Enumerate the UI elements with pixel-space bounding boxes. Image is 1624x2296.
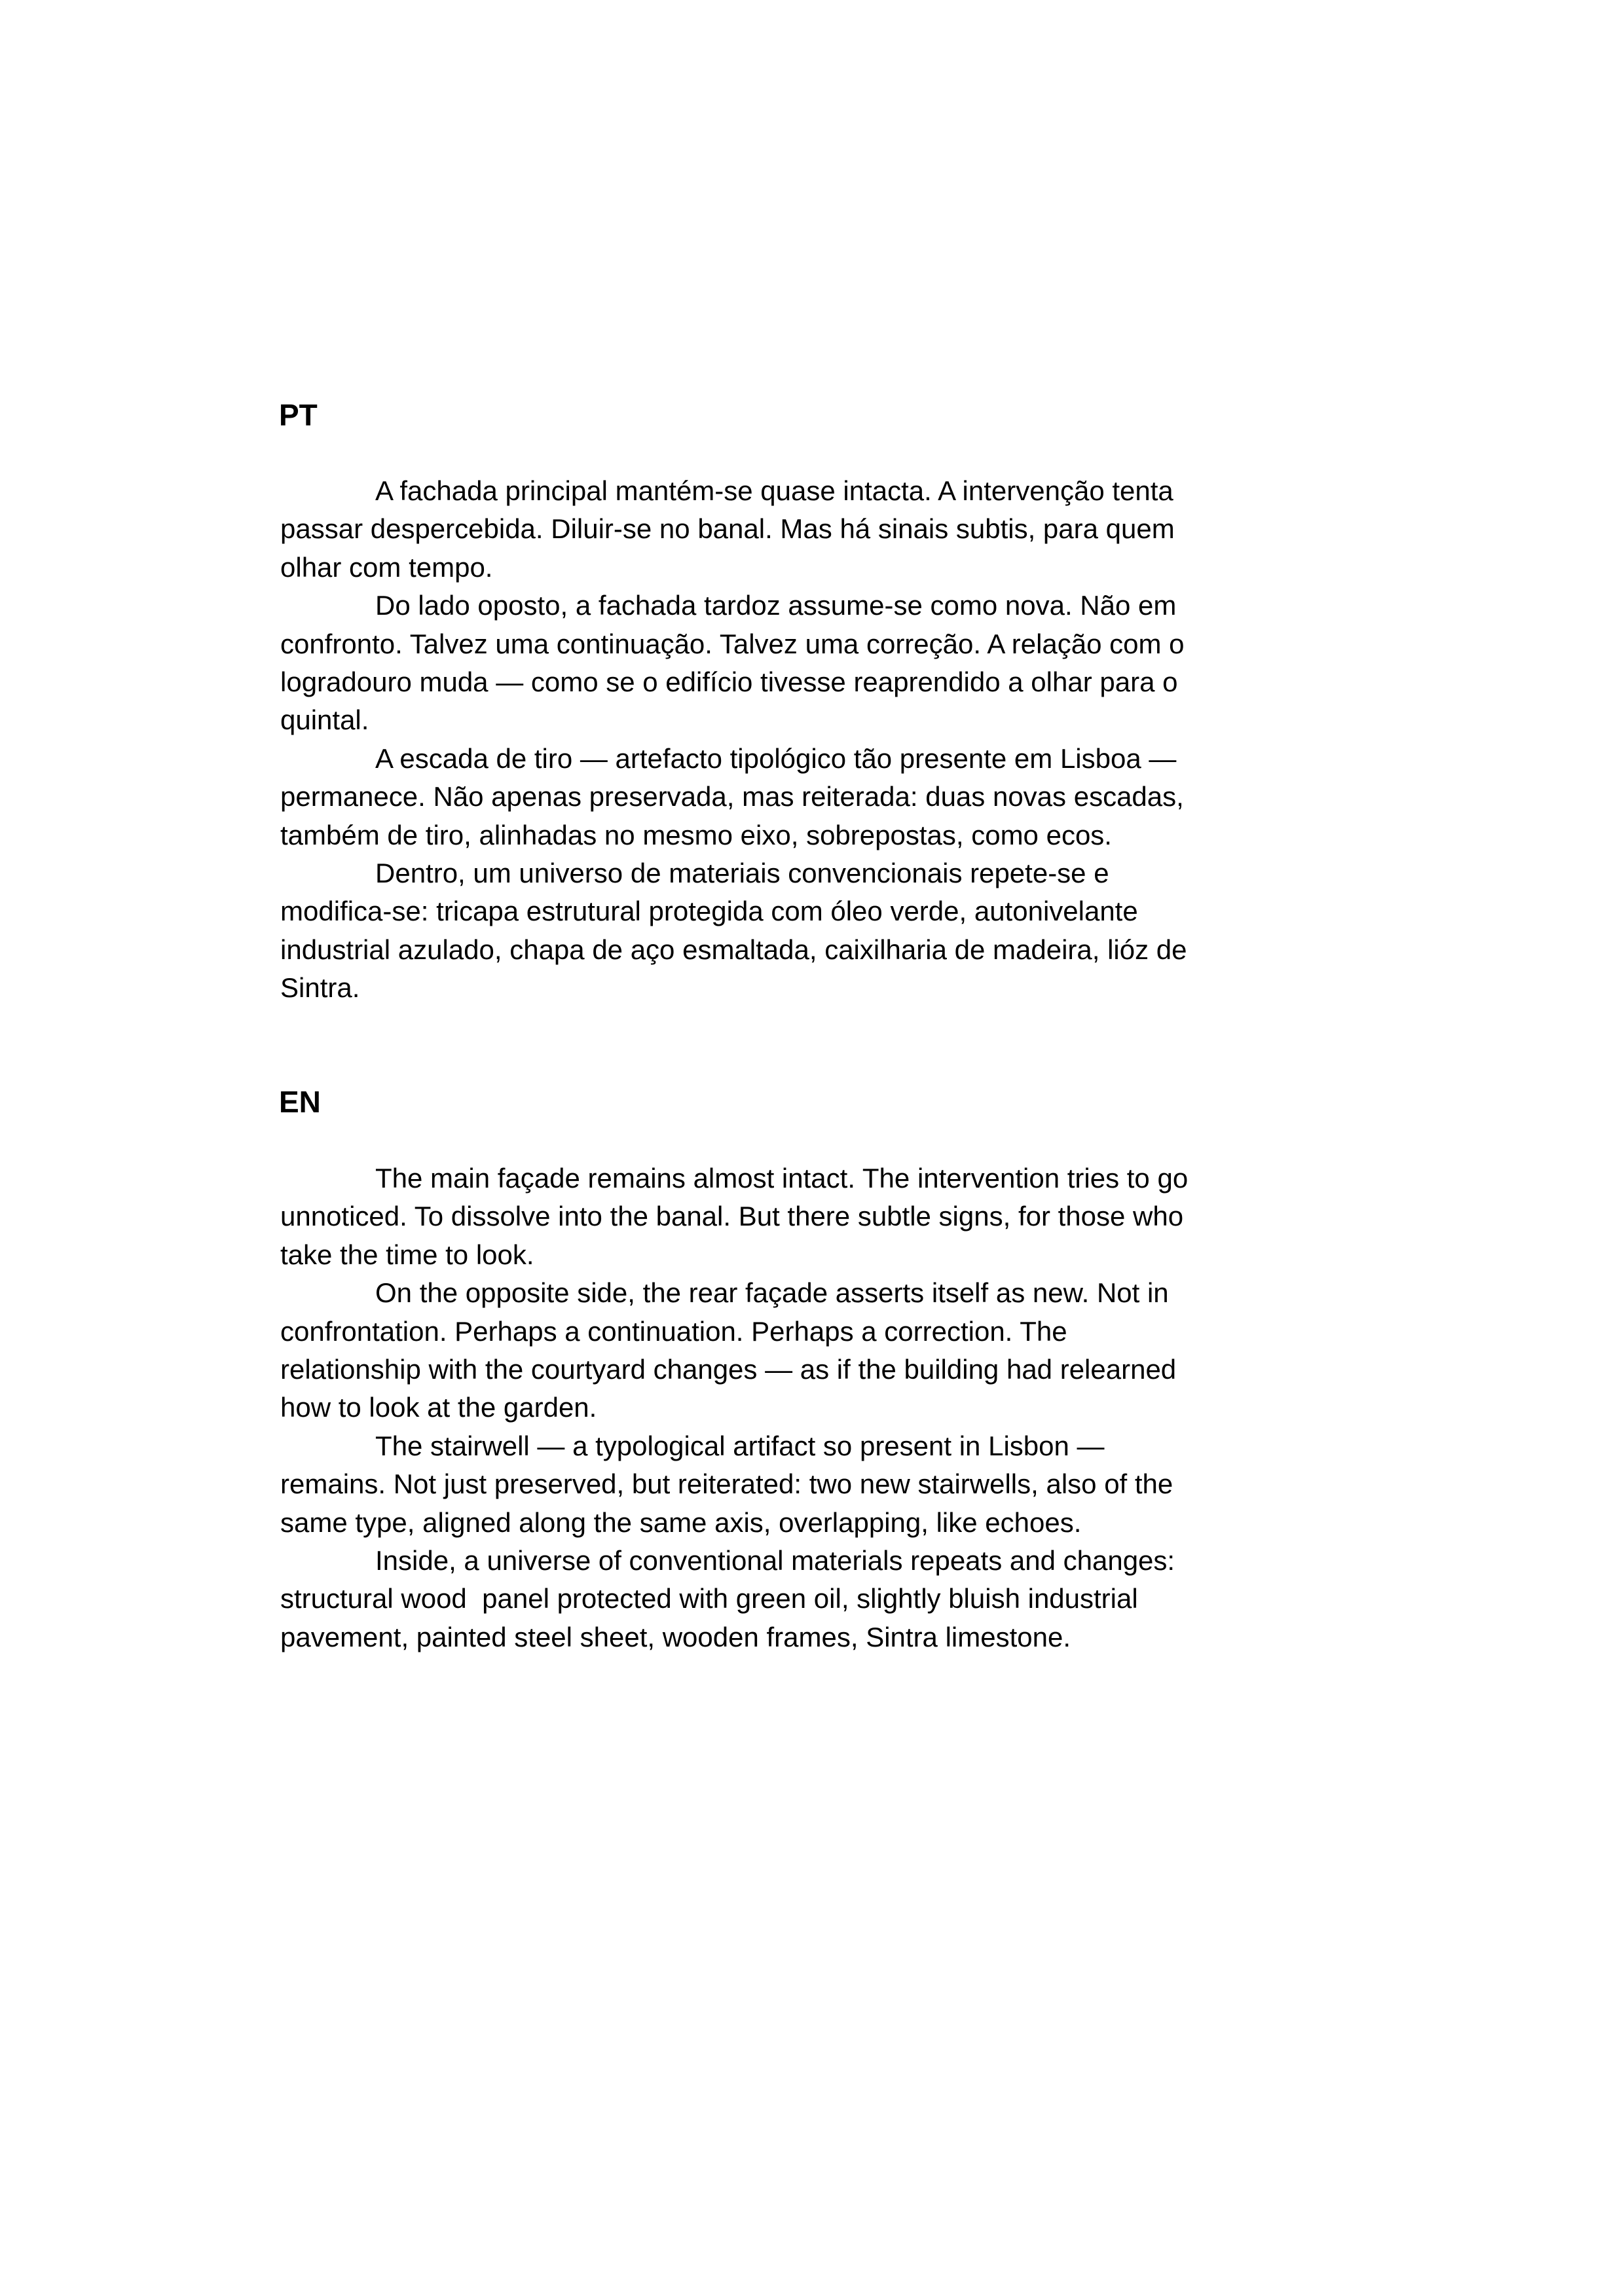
paragraph-line: confrontation. Perhaps a continuation. Perhaps a correction. The [280,1316,1067,1347]
paragraph-line: A fachada principal mantém-se quase intacta. A intervenção tenta [375,475,1173,506]
paragraph-line: structural wood panel protected with green oil, slightly bluish industrial [280,1583,1138,1614]
paragraph-line: olhar com tempo. [280,552,493,583]
paragraph-line: passar despercebida. Diluir-se no banal. Mas há sinais subtis, para quem [280,513,1175,544]
paragraph-line: A escada de tiro — artefacto tipológico tão presente em Lisboa — [375,743,1177,774]
paragraph-line: how to look at the garden. [280,1392,597,1423]
paragraph-line: The main façade remains almost intact. The intervention tries to go [375,1163,1189,1194]
paragraph-line: pavement, painted steel sheet, wooden frames, Sintra limestone. [280,1622,1071,1652]
paragraph-line: The stairwell — a typological artifact so present in Lisbon — [375,1430,1105,1461]
paragraph-line: Dentro, um universo de materiais convencionais repete-se e [375,858,1109,888]
paragraph-line: Sintra. [280,972,360,1003]
paragraph-line: Do lado oposto, a fachada tardoz assume-se como nova. Não em [375,590,1177,621]
paragraph-line: remains. Not just preserved, but reiterated: two new stairwells, also of the [280,1468,1173,1499]
paragraph-line: On the opposite side, the rear façade asserts itself as new. Not in [375,1277,1169,1308]
paragraph-line: quintal. [280,704,369,735]
paragraph-line: industrial azulado, chapa de aço esmaltada, caixilharia de madeira, lióz de [280,934,1187,965]
paragraph-line: unnoticed. To dissolve into the banal. But there subtle signs, for those who [280,1201,1184,1231]
paragraph-line: take the time to look. [280,1239,534,1270]
paragraph-line: modifica-se: tricapa estrutural protegida com óleo verde, autonivelante [280,896,1138,926]
paragraph-line: logradouro muda — como se o edifício tivesse reaprendido a olhar para o [280,666,1178,697]
paragraph-line: same type, aligned along the same axis, overlapping, like echoes. [280,1507,1082,1538]
paragraph-line: Inside, a universe of conventional materials repeats and changes: [375,1545,1175,1576]
paragraph-line: permanece. Não apenas preservada, mas reiterada: duas novas escadas, [280,781,1184,812]
section-heading-en: EN [279,1085,321,1119]
paragraph-line: confronto. Talvez uma continuação. Talvez uma correção. A relação com o [280,629,1185,659]
paragraph-line: relationship with the courtyard changes — as if the building had relearned [280,1354,1177,1385]
paragraph-line: também de tiro, alinhadas no mesmo eixo, sobrepostas, como ecos. [280,820,1112,850]
section-heading-pt: PT [279,398,318,432]
